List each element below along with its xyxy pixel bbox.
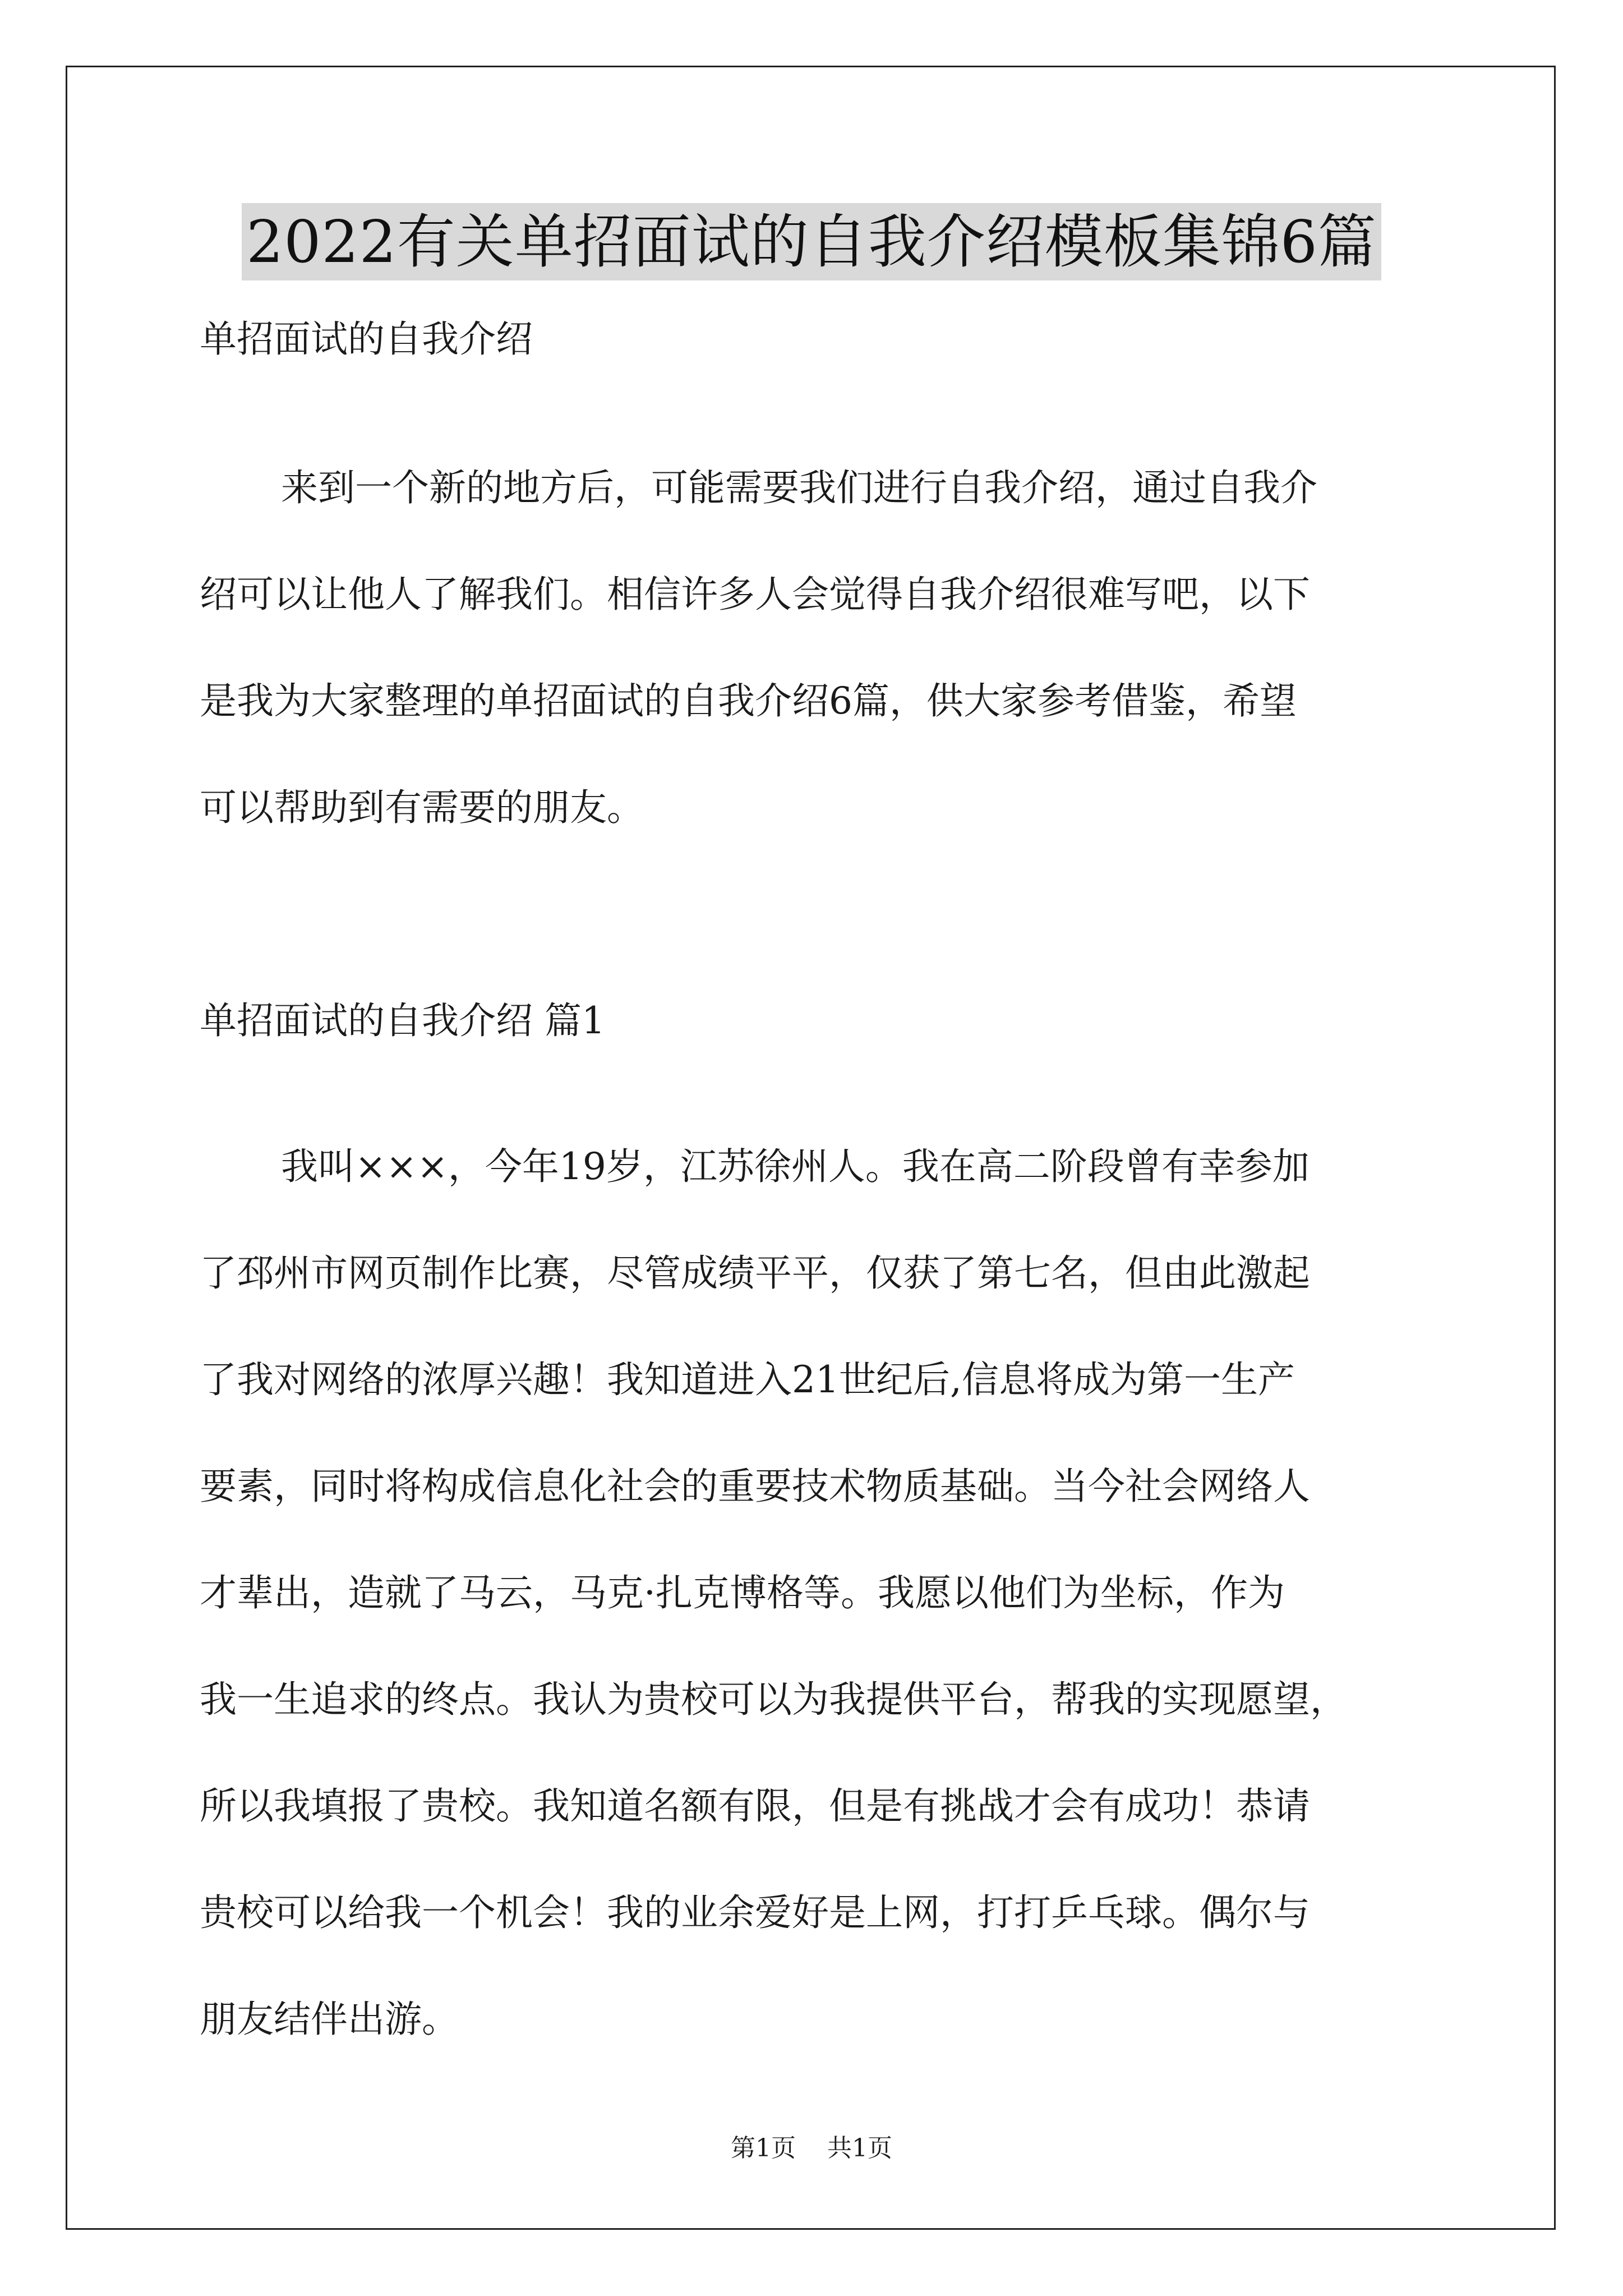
paragraph-line: 绍可以让他人了解我们。相信许多人会觉得自我介绍很难写吧，以下: [200, 573, 1310, 616]
paragraph-line: 贵校可以给我一个机会！我的业余爱好是上网，打打乒乓球。偶尔与: [200, 1891, 1310, 1934]
section1-heading: 单招面试的自我介绍 篇1: [200, 999, 605, 1042]
paragraph-line: 朋友结伴出游。: [200, 1998, 459, 2041]
paragraph-line: 可以帮助到有需要的朋友。: [200, 786, 644, 829]
paragraph-line: 来到一个新的地方后，可能需要我们进行自我介绍，通过自我介: [281, 466, 1317, 509]
title-container: [0, 203, 1623, 280]
paragraph-line: 我一生追求的终点。我认为贵校可以为我提供平台，帮我的实现愿望，: [200, 1678, 1347, 1721]
paragraph-line: 我叫×××，今年19岁，江苏徐州人。我在高二阶段曾有幸参加: [281, 1145, 1310, 1188]
page-total: 共1页: [827, 2134, 892, 2162]
document-title: 2022有关单招面试的自我介绍模板集锦6篇: [242, 203, 1381, 280]
paragraph-line: 是我为大家整理的单招面试的自我介绍6篇，供大家参考借鉴，希望: [200, 679, 1297, 723]
paragraph-line: 了我对网络的浓厚兴趣！我知道进入21世纪后,信息将成为第一生产: [200, 1358, 1295, 1401]
intro-heading: 单招面试的自我介绍: [200, 318, 533, 361]
paragraph-line: 要素，同时将构成信息化社会的重要技术物质基础。当今社会网络人: [200, 1465, 1310, 1508]
paragraph-line: 才辈出，造就了马云，马克·扎克博格等。我愿以他们为坐标，作为: [200, 1571, 1285, 1614]
section1-paragraph: [200, 1114, 1433, 2073]
paragraph-line: 了邳州市网页制作比赛，尽管成绩平平，仅获了第七名，但由此激起: [200, 1251, 1310, 1295]
page-footer: [0, 2132, 1623, 2165]
page-number: 第1页: [731, 2134, 796, 2162]
paragraph-line: 所以我填报了贵校。我知道名额有限，但是有挑战才会有成功！恭请: [200, 1784, 1310, 1828]
intro-paragraph: [200, 435, 1433, 861]
